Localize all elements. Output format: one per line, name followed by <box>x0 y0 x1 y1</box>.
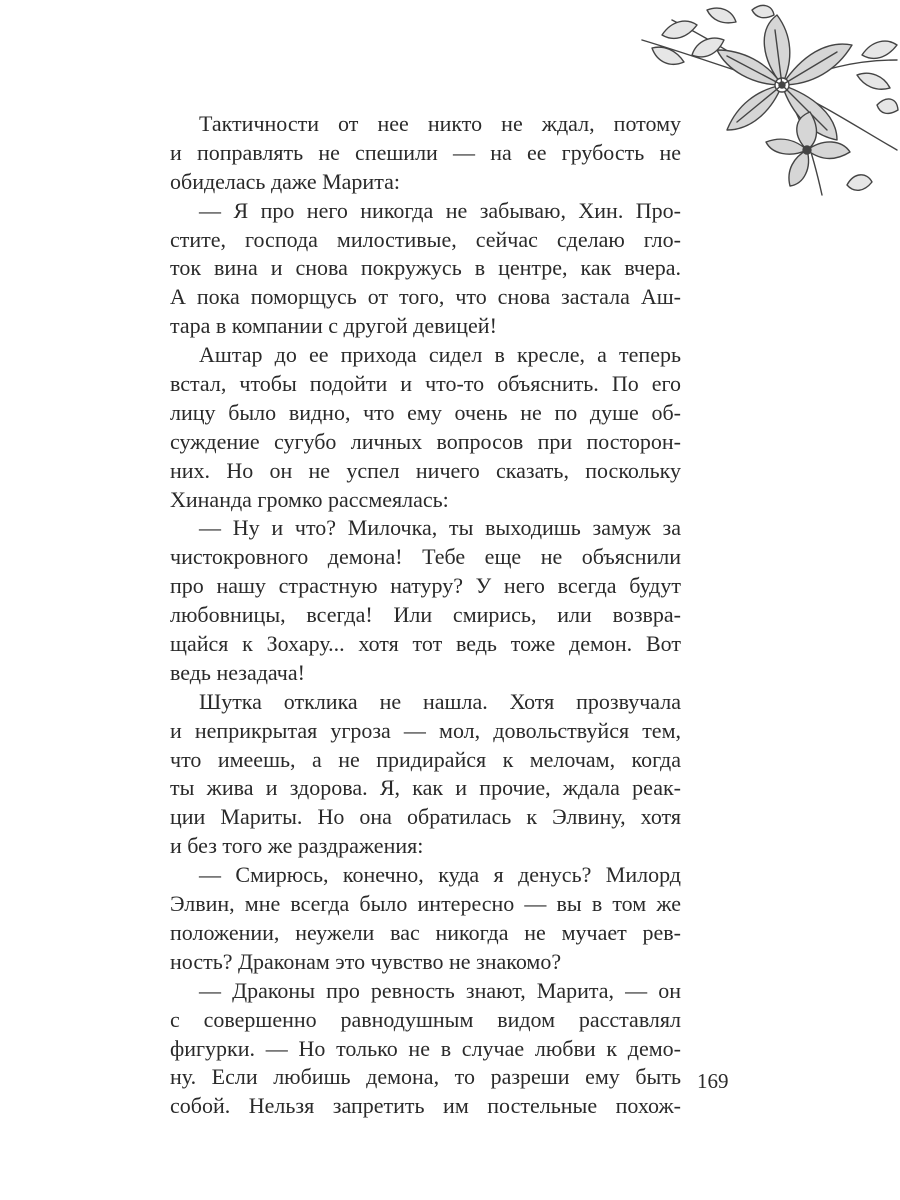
text-line: лицу было видно, что ему очень не по душе об- <box>170 399 681 425</box>
text-line: про нашу страстную натуру? У него всегда будут <box>170 573 681 599</box>
text-line: обиделась даже Марита: <box>170 168 400 194</box>
text-line: ну. Если любишь демона, то разреши ему быть <box>170 1064 681 1090</box>
text-line: ность? Драконам это чувство не знакомо? <box>170 948 562 974</box>
text-line: ток вина и снова покружусь в центре, как вчера. <box>170 255 681 281</box>
text-line: фигурки. — Но только не в случае любви к демо- <box>170 1035 681 1061</box>
text-line: встал, чтобы подойти и что-то объяснить. По его <box>170 371 681 397</box>
text-line: — Смирюсь, конечно, куда я денусь? Милорд <box>199 862 681 888</box>
page-number: 169 <box>697 1069 729 1093</box>
text-line: Аштар до ее прихода сидел в кресле, а теперь <box>199 342 681 368</box>
text-line: Шутка отклика не нашла. Хотя прозвучала <box>199 688 681 714</box>
text-line: них. Но он не успел ничего сказать, поскольку <box>170 457 681 483</box>
text-line: что имеешь, а не придирайся к мелочам, когда <box>170 746 681 772</box>
text-line: — Я про него никогда не забываю, Хин. Про- <box>199 197 681 223</box>
text-line: собой. Нельзя запретить им постельные похож- <box>170 1093 681 1119</box>
text-line: с совершенно равнодушным видом расставлял <box>170 1006 681 1032</box>
text-line: тара в компании с другой девицей! <box>170 313 497 339</box>
text-line: чистокровного демона! Тебе еще не объяснили <box>170 544 681 570</box>
text-line: — Ну и что? Милочка, ты выходишь замуж за <box>199 515 681 541</box>
text-line: ведь незадача! <box>170 659 305 685</box>
text-line: и поправлять не спешили — на ее грубость не <box>170 139 681 165</box>
text-line: Тактичности от нее никто не ждал, потому <box>199 111 681 136</box>
text-line: любовницы, всегда! Или смирись, или возвра- <box>170 602 681 628</box>
text-line: — Драконы про ревность знают, Марита, — он <box>199 977 681 1003</box>
text-line: и неприкрытая угроза — мол, довольствуйся тем, <box>170 717 681 743</box>
text-line: Хинанда громко рассмеялась: <box>170 486 449 512</box>
text-line: стите, господа милостивые, сейчас сделаю гло- <box>170 226 681 252</box>
page-body-text <box>170 110 681 1121</box>
text-line: ции Мариты. Но она обратилась к Элвину, хотя <box>170 804 681 830</box>
text-line: положении, неужели вас никогда не мучает рев- <box>170 919 681 945</box>
text-line: суждение сугубо личных вопросов при посторон- <box>170 428 681 454</box>
text-line: щайся к Зохару... хотя тот ведь тоже демон. Вот <box>170 631 681 657</box>
text-line: Элвин, мне всегда было интересно — вы в том же <box>170 891 681 917</box>
text-line: и без того же раздражения: <box>170 833 424 859</box>
text-line: А пока поморщусь от того, что снова застала Аш- <box>170 284 681 310</box>
text-line: ты жива и здорова. Я, как и прочие, ждала реак- <box>170 775 681 801</box>
